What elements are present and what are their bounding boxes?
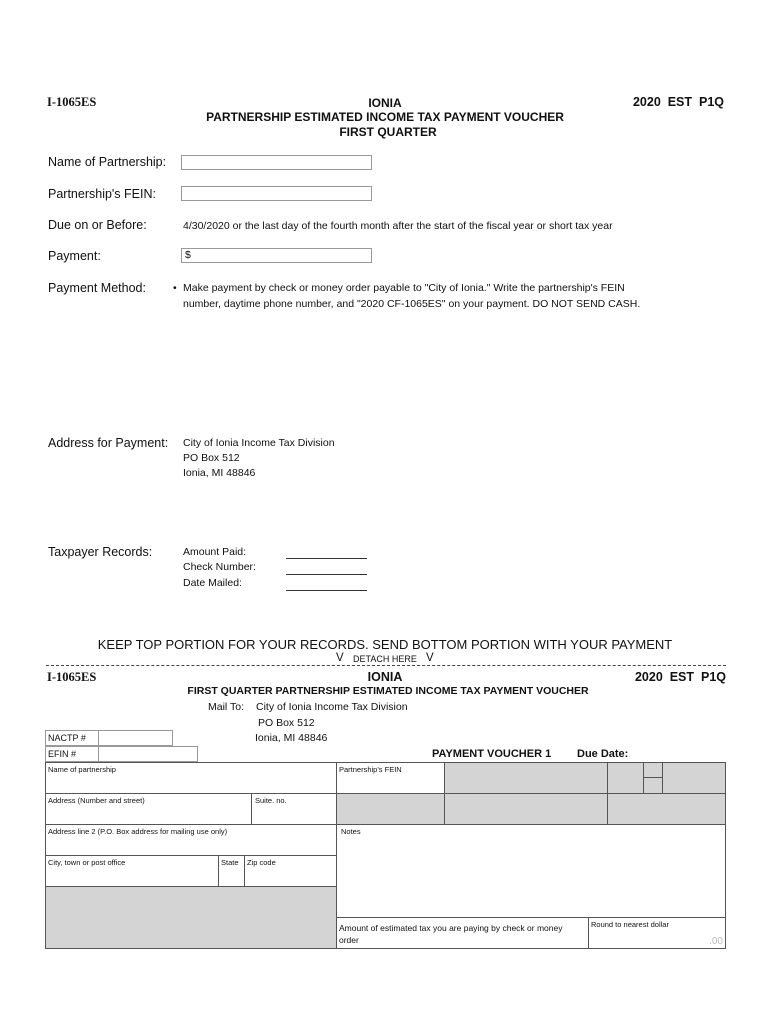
amount-label-cell: Amount of estimated tax you are paying by check or money order	[336, 917, 589, 949]
method-line-2: number, daytime phone number, and "2020 CF-1065ES" on your payment. DO NOT SEND CASH.	[183, 298, 641, 310]
voucher-form-id: I-1065ES	[47, 670, 97, 684]
mail-line-3: Ionia, MI 48846	[255, 732, 328, 744]
method-label: Payment Method:	[48, 281, 146, 295]
form-title: PARTNERSHIP ESTIMATED INCOME TAX PAYMENT VOUCHER	[206, 110, 564, 124]
mail-line-2: PO Box 512	[258, 717, 315, 729]
gray-block-2	[607, 762, 644, 794]
gray-block-3	[643, 762, 663, 778]
cents-label: .00	[709, 936, 723, 947]
efin-label-cell: EFIN #	[45, 746, 99, 762]
check-number-label: Check Number:	[183, 561, 256, 573]
due-label: Due on or Before:	[48, 218, 147, 232]
form-code: 2020 EST P1Q	[632, 95, 724, 109]
address-line-1: City of Ionia Income Tax Division	[183, 437, 335, 449]
fein-label: Partnership's FEIN:	[48, 187, 156, 201]
detach-line	[46, 665, 726, 666]
detach-here: DETACH HERE	[353, 654, 417, 664]
voucher-city: IONIA	[367, 670, 403, 684]
quarter-title: FIRST QUARTER	[339, 125, 437, 139]
round-note: Round to nearest dollar	[591, 920, 669, 929]
city-title: IONIA	[368, 96, 402, 110]
voucher-code: 2020 EST P1Q	[634, 670, 726, 684]
address-line-2: PO Box 512	[183, 452, 240, 464]
gray-block-6	[336, 793, 445, 825]
mail-line-1: City of Ionia Income Tax Division	[256, 701, 408, 713]
dollar-sign: $	[185, 249, 191, 261]
partnership-fein-cell[interactable]: Partnership's FEIN	[336, 762, 445, 794]
gray-block-9	[45, 886, 337, 949]
method-line-1: Make payment by check or money order payable to "City of Ionia." Write the partnership's FEIN	[183, 282, 625, 294]
city-cell[interactable]: City, town or post office	[45, 855, 219, 887]
gray-block-1	[444, 762, 608, 794]
detach-v-right: V	[426, 652, 434, 664]
gray-block-7	[444, 793, 608, 825]
partnership-name-cell[interactable]: Name of partnership	[45, 762, 337, 794]
notes-cell[interactable]: Notes	[336, 824, 726, 918]
zip-cell[interactable]: Zip code	[244, 855, 337, 887]
payment-input[interactable]	[181, 248, 372, 263]
address-line-3: Ionia, MI 48846	[183, 467, 256, 479]
amount-paid-label: Amount Paid:	[183, 546, 247, 558]
state-cell[interactable]: State	[218, 855, 245, 887]
check-number-line[interactable]	[286, 574, 367, 575]
due-date-label: Due Date:	[577, 748, 629, 760]
suite-cell[interactable]: Suite. no.	[251, 793, 337, 825]
address-line2-cell[interactable]: Address line 2 (P.O. Box address for mailing use only)	[45, 824, 337, 856]
nactp-label-cell: NACTP #	[45, 730, 99, 746]
gray-block-5	[662, 762, 726, 794]
fein-input[interactable]	[181, 186, 372, 201]
voucher-title: FIRST QUARTER PARTNERSHIP ESTIMATED INCOME TAX PAYMENT VOUCHER	[187, 685, 589, 697]
amount-input-cell[interactable]	[588, 917, 726, 949]
gray-block-4	[643, 777, 663, 794]
gray-block-8	[607, 793, 726, 825]
efin-input[interactable]	[98, 746, 198, 762]
amount-paid-line[interactable]	[286, 558, 367, 559]
bullet: •	[173, 282, 177, 294]
keep-instructions: KEEP TOP PORTION FOR YOUR RECORDS. SEND BOTTOM PORTION WITH YOUR PAYMENT	[97, 637, 673, 652]
nactp-input[interactable]	[98, 730, 173, 746]
partnership-name-input[interactable]	[181, 155, 372, 170]
mail-to-label: Mail To:	[208, 701, 244, 713]
address-label: Address for Payment:	[48, 436, 169, 450]
due-text: 4/30/2020 or the last day of the fourth month after the start of the fiscal year or short tax year	[183, 220, 613, 232]
form-id: I-1065ES	[47, 95, 97, 109]
date-mailed-line[interactable]	[286, 590, 367, 591]
address-street-cell[interactable]: Address (Number and street)	[45, 793, 252, 825]
payment-voucher-label: PAYMENT VOUCHER 1	[432, 748, 552, 760]
detach-v-left: V	[336, 652, 344, 664]
date-mailed-label: Date Mailed:	[183, 577, 242, 589]
payment-label: Payment:	[48, 249, 101, 263]
name-label: Name of Partnership:	[48, 155, 167, 169]
records-label: Taxpayer Records:	[48, 545, 153, 559]
